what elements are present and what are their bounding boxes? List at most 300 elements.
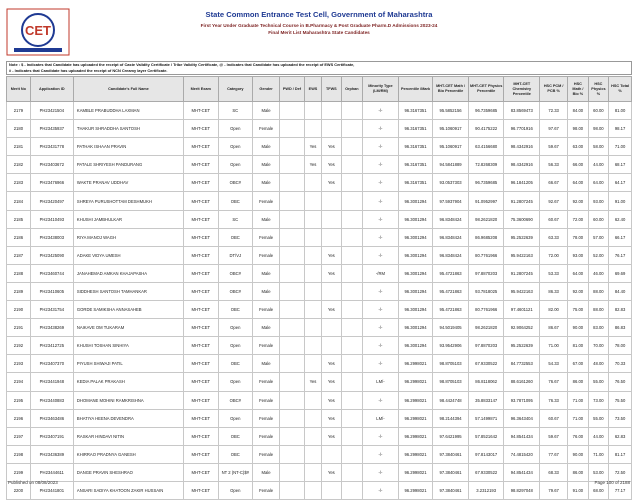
table-cell: 68.17 — [609, 156, 632, 174]
table-cell: -/- — [363, 246, 399, 264]
table-cell — [280, 156, 305, 174]
table-cell — [280, 391, 305, 409]
table-cell: PH23407191 — [30, 427, 73, 445]
table-cell — [322, 319, 341, 337]
table-row — [7, 463, 632, 481]
table-cell: 58.00 — [588, 138, 609, 156]
table-cell — [304, 264, 321, 282]
table-cell: PH23412725 — [30, 337, 73, 355]
table-cell: -/- — [363, 120, 399, 138]
table-cell: -/- — [363, 138, 399, 156]
table-cell: OBC — [218, 427, 253, 445]
table-cell: Female — [253, 337, 280, 355]
table-cell — [322, 120, 341, 138]
table-cell: LM/- — [363, 409, 399, 427]
table-row — [7, 120, 632, 138]
table-cell: Female — [253, 228, 280, 246]
table-cell: Yes — [322, 409, 341, 427]
table-cell — [304, 427, 321, 445]
table-cell: 78.00 — [568, 228, 589, 246]
table-cell: 91.00 — [568, 481, 589, 499]
table-cell: 72.50 — [609, 463, 632, 481]
table-cell: 96.3643404 — [504, 409, 540, 427]
table-cell: 2197 — [7, 427, 31, 445]
table-cell: -/- — [363, 228, 399, 246]
column-header: MHT-CET Math / Bio Percentile — [433, 77, 469, 102]
table-cell: MHT-CET — [184, 246, 219, 264]
table-cell: Male — [253, 264, 280, 282]
table-cell — [280, 463, 305, 481]
table-cell: 2190 — [7, 301, 31, 319]
table-cell: -/- — [363, 301, 399, 319]
table-cell: PH23421504 — [30, 102, 73, 120]
table-cell: 98.2621820 — [468, 210, 504, 228]
table-cell: 60.00 — [588, 210, 609, 228]
table-cell: 57.8521642 — [468, 427, 504, 445]
table-cell: 52.00 — [588, 246, 609, 264]
table-cell — [341, 174, 363, 192]
table-cell — [341, 409, 363, 427]
table-cell: 94.8541434 — [504, 427, 540, 445]
table-cell: 64.17 — [609, 174, 632, 192]
table-cell: -/- — [363, 319, 399, 337]
table-row — [7, 301, 632, 319]
table-cell: 77.17 — [609, 481, 632, 499]
table-cell — [280, 301, 305, 319]
table-cell: 57.00 — [588, 228, 609, 246]
table-cell: -/- — [363, 192, 399, 210]
table-cell: 55.00 — [588, 409, 609, 427]
table-cell: PH23460744 — [30, 264, 73, 282]
table-cell: 2198 — [7, 445, 31, 463]
table-cell — [341, 373, 363, 391]
table-cell: 86.00 — [568, 463, 589, 481]
table-row — [7, 355, 632, 373]
table-row — [7, 246, 632, 264]
table-cell: 72.00 — [540, 246, 568, 264]
table-cell: 96.2998021 — [398, 409, 433, 427]
table-cell: -/- — [363, 337, 399, 355]
table-cell: 71.00 — [609, 138, 632, 156]
table-cell: 80.7761966 — [468, 301, 504, 319]
table-cell: NAIKAVE OM TUKARAM — [73, 319, 183, 337]
table-cell: 98.8297048 — [504, 481, 540, 499]
table-cell — [280, 481, 305, 499]
table-cell: 91.2807245 — [504, 192, 540, 210]
table-cell: Female — [253, 409, 280, 427]
table-cell: 73.50 — [609, 409, 632, 427]
table-cell: 63.4156680 — [468, 138, 504, 156]
table-cell — [341, 228, 363, 246]
table-cell: 91.00 — [609, 192, 632, 210]
table-cell: PH23440883 — [30, 391, 73, 409]
table-row — [7, 427, 632, 445]
table-cell: KAMBLE PRABUDDHA LAXMAN — [73, 102, 183, 120]
column-header: Merit Exam — [184, 77, 219, 102]
table-cell — [322, 445, 341, 463]
table-cell: MHT-CET — [184, 192, 219, 210]
table-cell: RASKAR HINDAVI NITIN — [73, 427, 183, 445]
table-cell: 88.00 — [588, 301, 609, 319]
table-cell — [341, 246, 363, 264]
table-cell: 96.3001294 — [398, 192, 433, 210]
table-cell: 95.9422163 — [504, 282, 540, 300]
table-cell: 2188 — [7, 264, 31, 282]
table-row — [7, 192, 632, 210]
table-cell: 86.8118062 — [468, 373, 504, 391]
column-header: Percentile /Mark — [398, 77, 433, 102]
table-cell — [304, 282, 321, 300]
table-cell — [280, 192, 305, 210]
table-cell: Yes — [322, 427, 341, 445]
table-cell: 2193 — [7, 355, 31, 373]
table-cell: 59.67 — [540, 138, 568, 156]
page-title: State Common Entrance Test Cell, Government of Maharashtra — [205, 10, 433, 19]
table-cell: 2182 — [7, 156, 31, 174]
table-cell: 97.8870203 — [468, 264, 504, 282]
column-header: EWS — [304, 77, 321, 102]
table-cell: Female — [253, 192, 280, 210]
table-cell: PH23403672 — [30, 156, 73, 174]
table-cell: 72.8268309 — [468, 156, 504, 174]
table-cell: -/- — [363, 445, 399, 463]
table-cell: 84.00 — [568, 102, 589, 120]
table-cell: 96.3001294 — [398, 210, 433, 228]
column-header: PWD / Def — [280, 77, 305, 102]
table-cell: OBC# — [218, 174, 253, 192]
table-cell — [341, 319, 363, 337]
table-cell: WAKTE PRANAV UDDHAV — [73, 174, 183, 192]
table-cell — [341, 264, 363, 282]
table-cell: 97.67 — [540, 120, 568, 138]
table-cell: OBC# — [218, 282, 253, 300]
table-cell: BHATIYA HEENA DEVENDRA — [73, 409, 183, 427]
table-cell: 53.33 — [540, 264, 568, 282]
table-cell: 94.5841889 — [433, 156, 469, 174]
table-cell: 98.4342916 — [504, 156, 540, 174]
table-cell: 2179 — [7, 102, 31, 120]
table-cell — [304, 355, 321, 373]
table-cell: MHT-CET — [184, 481, 219, 499]
table-cell — [341, 427, 363, 445]
table-cell: 59.67 — [540, 427, 568, 445]
table-cell: 97.8143017 — [468, 445, 504, 463]
column-header: Gender — [253, 77, 280, 102]
column-header: HSC Math / Bio % — [568, 77, 589, 102]
table-cell: 98.17 — [609, 120, 632, 138]
table-cell: 71.00 — [568, 391, 589, 409]
table-cell: KEDIA PALAK PRAKASH — [73, 373, 183, 391]
table-cell: 98.2144394 — [433, 409, 469, 427]
table-cell: 64.00 — [588, 174, 609, 192]
table-cell: Male — [253, 138, 280, 156]
table-cell: Female — [253, 481, 280, 499]
table-cell: 96.2998021 — [398, 481, 433, 499]
table-cell: 57.1499871 — [468, 409, 504, 427]
table-cell: 95.4721863 — [433, 301, 469, 319]
table-cell: MHT-CET — [184, 391, 219, 409]
table-cell: 96.3167351 — [398, 156, 433, 174]
table-cell: 93.00 — [588, 192, 609, 210]
column-header: HSC Physics % — [588, 77, 609, 102]
table-cell: 81.00 — [609, 102, 632, 120]
table-cell: 35.8833147 — [468, 391, 504, 409]
table-cell: GORDE SAMIKSHA ANNASAHEB — [73, 301, 183, 319]
table-cell: 95.9422163 — [504, 246, 540, 264]
table-cell: 96.2998021 — [398, 391, 433, 409]
table-cell: 62.40 — [609, 210, 632, 228]
table-cell: 83.8569473 — [504, 102, 540, 120]
table-body — [7, 102, 632, 500]
table-cell: 86.33 — [540, 282, 568, 300]
table-cell: 82.00 — [540, 301, 568, 319]
table-cell: 2181 — [7, 138, 31, 156]
table-cell — [341, 120, 363, 138]
published-date: Published on 08/08/2023 — [8, 480, 58, 485]
table-cell: 75.50 — [609, 391, 632, 409]
table-cell: Yes — [304, 138, 321, 156]
column-header: HSC Total % — [609, 77, 632, 102]
column-header: Candidate's Full Name — [73, 77, 183, 102]
table-cell: PH23436389 — [30, 445, 73, 463]
table-cell: 67.00 — [568, 355, 589, 373]
table-cell: 97.3840461 — [433, 481, 469, 499]
notes-box — [6, 61, 632, 75]
table-cell: 63.33 — [540, 228, 568, 246]
table-cell — [304, 337, 321, 355]
table-cell: 90.4175222 — [468, 120, 504, 138]
table-cell: -/- — [363, 481, 399, 499]
table-cell: ANSARI SADIYA KHATOON ZAKIR HUSSAIN — [73, 481, 183, 499]
table-cell: 92.00 — [568, 192, 589, 210]
table-cell: 92.67 — [540, 192, 568, 210]
table-cell: Male — [253, 319, 280, 337]
table-cell: OBC — [218, 192, 253, 210]
table-cell: 71.00 — [540, 337, 568, 355]
table-cell — [322, 102, 341, 120]
table-cell: 84.7732553 — [504, 355, 540, 373]
table-cell: 97.4601121 — [504, 301, 540, 319]
table-cell: 66.67 — [540, 174, 568, 192]
table-cell: Female — [253, 391, 280, 409]
table-cell: 98.4342916 — [504, 138, 540, 156]
table-cell — [280, 427, 305, 445]
table-cell: 2200 — [7, 481, 31, 499]
table-cell: LM/- — [363, 373, 399, 391]
table-cell: 74.4815420 — [504, 445, 540, 463]
table-cell: 96.8348424 — [433, 246, 469, 264]
table-cell: 76.00 — [568, 427, 589, 445]
table-cell — [341, 192, 363, 210]
table-cell: 98.8705103 — [433, 373, 469, 391]
table-cell — [341, 138, 363, 156]
table-cell: 88.6161260 — [504, 373, 540, 391]
table-cell: -/- — [363, 463, 399, 481]
table-cell: PH23420497 — [30, 192, 73, 210]
table-cell: 2195 — [7, 391, 31, 409]
table-cell: MHT-CET — [184, 264, 219, 282]
table-cell: 63.00 — [568, 138, 589, 156]
table-cell: 98.4424748 — [433, 391, 469, 409]
column-header: Application ID — [30, 77, 73, 102]
table-cell: OBC — [218, 301, 253, 319]
table-cell: 94.5019405 — [433, 319, 469, 337]
table-cell: 72.00 — [568, 210, 589, 228]
table-cell: 46.00 — [588, 264, 609, 282]
column-header: Orphan — [341, 77, 363, 102]
table-cell: 73.00 — [588, 391, 609, 409]
table-row — [7, 102, 632, 120]
table-cell: MHT-CET — [184, 409, 219, 427]
table-cell: 2183 — [7, 174, 31, 192]
table-cell: 44.00 — [588, 427, 609, 445]
table-cell — [304, 174, 321, 192]
table-cell: 67.9330522 — [468, 463, 504, 481]
table-cell: 96.3167351 — [398, 174, 433, 192]
table-cell: 2185 — [7, 210, 31, 228]
table-cell: Yes — [322, 301, 341, 319]
table-cell: KHUSHI TOSHAN SINHIYA — [73, 337, 183, 355]
table-cell: 93.7871095 — [504, 391, 540, 409]
table-cell: 95.4721863 — [433, 282, 469, 300]
table-cell: PH23441801 — [30, 481, 73, 499]
column-header: Merit No — [7, 77, 31, 102]
table-cell: 91.0952997 — [468, 192, 504, 210]
page-header — [0, 6, 638, 61]
table-cell: PH23444611 — [30, 463, 73, 481]
table-cell: 76.50 — [609, 373, 632, 391]
table-cell: 96.7359685 — [468, 102, 504, 120]
table-cell — [280, 102, 305, 120]
note-line-2: # - Indicates that Candidate has uploaded the receipt of NCN Creamy layer Certificate. — [9, 68, 168, 73]
table-cell — [304, 481, 321, 499]
table-cell: 55.00 — [588, 373, 609, 391]
table-row — [7, 138, 632, 156]
table-cell: 2194 — [7, 373, 31, 391]
table-cell: 96.3167351 — [398, 120, 433, 138]
table-cell: ADAKE VIDYA UMESH — [73, 246, 183, 264]
page-number: Page 100 of 2188 — [594, 480, 630, 485]
table-cell: NT 2 (NT-C)$# — [218, 463, 253, 481]
list-title: Final Merit List Maharashtra State Candidates — [268, 30, 370, 35]
table-cell: DT/VJ — [218, 246, 253, 264]
table-cell: 2180 — [7, 120, 31, 138]
table-cell — [304, 102, 321, 120]
table-cell: Open — [218, 120, 253, 138]
table-cell: 67.9330522 — [468, 355, 504, 373]
table-cell: 72.33 — [540, 102, 568, 120]
table-cell: 91.2807245 — [504, 264, 540, 282]
table-cell: SC — [218, 102, 253, 120]
table-cell: 96.3167351 — [398, 102, 433, 120]
table-cell: 95.2522639 — [504, 228, 540, 246]
table-cell: MHT-CET — [184, 138, 219, 156]
table-cell: -/- — [363, 355, 399, 373]
table-cell: 2196 — [7, 409, 31, 427]
table-cell: PH23425090 — [30, 246, 73, 264]
table-row — [7, 373, 632, 391]
table-cell — [304, 246, 321, 264]
table-cell: Open — [218, 409, 253, 427]
table-cell: 92.9064252 — [504, 319, 540, 337]
table-cell: MHT-CET — [184, 282, 219, 300]
table-cell — [341, 355, 363, 373]
table-cell: 96.2998021 — [398, 445, 433, 463]
table-cell — [280, 138, 305, 156]
table-cell: MHT-CET — [184, 120, 219, 138]
table-cell: OBC — [218, 228, 253, 246]
table-cell — [280, 445, 305, 463]
table-cell: PH23435937 — [30, 120, 73, 138]
table-cell — [304, 391, 321, 409]
table-cell: PH23410493 — [30, 210, 73, 228]
table-cell: 83.00 — [588, 319, 609, 337]
table-cell: 96.8348424 — [433, 210, 469, 228]
table-cell — [341, 391, 363, 409]
table-cell: 97.8870203 — [468, 337, 504, 355]
table-cell: 78.00 — [609, 337, 632, 355]
table-cell: Open — [218, 319, 253, 337]
table-cell: MHT-CET — [184, 301, 219, 319]
table-cell — [304, 409, 321, 427]
table-cell: -/- — [363, 427, 399, 445]
table-cell: Male — [253, 282, 280, 300]
table-cell: 69.69 — [609, 264, 632, 282]
table-cell: 81.17 — [609, 445, 632, 463]
table-cell: OBC# — [218, 264, 253, 282]
table-cell: 90.00 — [568, 445, 589, 463]
column-header: Minority Type (LM/RM) — [363, 77, 399, 102]
table-cell — [280, 174, 305, 192]
table-cell — [322, 192, 341, 210]
table-cell: Female — [253, 427, 280, 445]
table-cell: MHT-CET — [184, 445, 219, 463]
table-cell — [304, 192, 321, 210]
table-cell: MHT-CET — [184, 427, 219, 445]
table-cell: 95.4721863 — [433, 264, 469, 282]
table-cell: MHT-CET — [184, 156, 219, 174]
table-cell: PATALE SHRIYESH PANDURANG — [73, 156, 183, 174]
table-row — [7, 445, 632, 463]
table-cell: 64.00 — [568, 264, 589, 282]
table-cell: 48.00 — [588, 355, 609, 373]
column-header: MHT-CET Physics Percentile — [468, 77, 504, 102]
table-cell: 2187 — [7, 246, 31, 264]
table-cell: Yes — [322, 373, 341, 391]
table-cell: PH23463486 — [30, 409, 73, 427]
table-cell: 92.00 — [568, 282, 589, 300]
table-cell — [341, 337, 363, 355]
table-cell: 97.3840461 — [433, 463, 469, 481]
table-cell: DANGE PRAVIN SHESHRAO — [73, 463, 183, 481]
table-cell: 60.67 — [540, 210, 568, 228]
table-cell — [322, 481, 341, 499]
table-cell — [280, 228, 305, 246]
table-cell: 96.3001294 — [398, 228, 433, 246]
table-cell: 96.3001294 — [398, 337, 433, 355]
table-cell: Yes — [322, 391, 341, 409]
table-cell: Yes — [304, 156, 321, 174]
table-cell: 2191 — [7, 319, 31, 337]
table-cell: 96.3001294 — [398, 264, 433, 282]
table-cell: 96.3001294 — [398, 319, 433, 337]
table-cell — [280, 210, 305, 228]
table-cell: Male — [253, 174, 280, 192]
table-cell: Yes — [322, 264, 341, 282]
column-header: TFWS — [322, 77, 341, 102]
table-cell — [280, 120, 305, 138]
table-row — [7, 481, 632, 499]
